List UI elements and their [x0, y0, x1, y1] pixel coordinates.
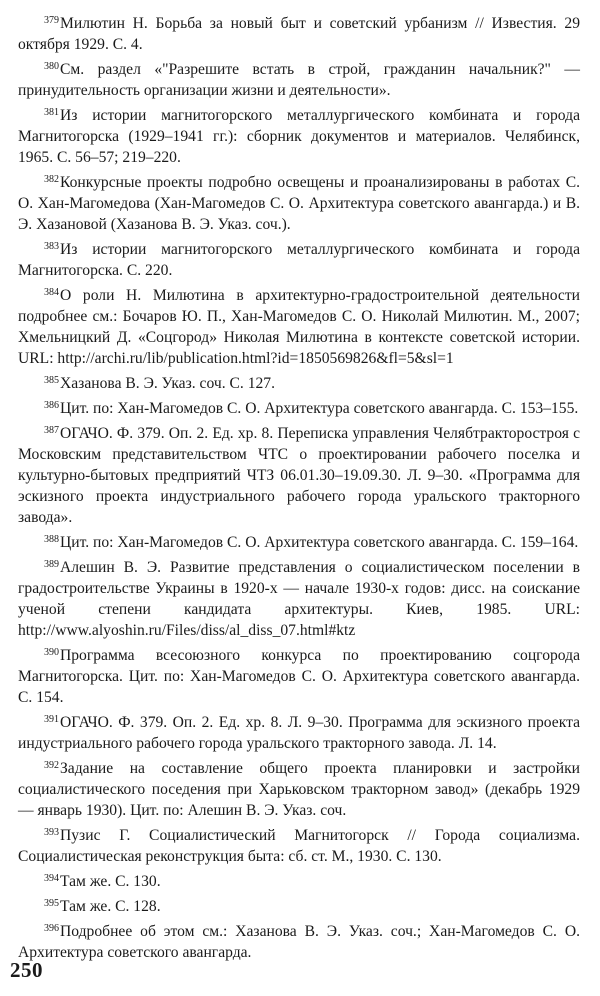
footnote-number: 390 [44, 647, 59, 658]
footnote [18, 370, 580, 394]
footnote-text: Там же. С. 128. [60, 898, 161, 915]
footnote-number: 394 [44, 873, 59, 884]
footnote [18, 918, 580, 963]
footnote [18, 554, 580, 641]
footnote-text: Из истории магнитогорского металлургического комбината и города Магнитогорска (1929–1941 гг.): сборник документов и материалов. Челябинск, 1965. С. 56–57; 219–220. [18, 107, 580, 166]
footnote [18, 395, 580, 419]
footnote-text: Задание на составление общего проекта планировки и застройки социалистического поседения при Харьковском тракторном завод» (декабрь 1929 — январь 1930). Цит. по: Алешин В. Э. Указ. соч. [18, 760, 580, 819]
footnote [18, 529, 580, 553]
footnote-number: 389 [44, 559, 59, 570]
footnote-number: 379 [44, 15, 59, 26]
footnote-number: 383 [44, 241, 59, 252]
footnote-number: 391 [44, 714, 59, 725]
footnote-text: Программа всесоюзного конкурса по проектированию соцгорода Магнитогорска. Цит. по: Хан-Магомедов С. О. Архитектура советского авангарда. С. 154. [18, 647, 580, 706]
footnote-number: 386 [44, 400, 59, 411]
footnote-text: Подробнее об этом см.: Хазанова В. Э. Указ. соч.; Хан-Магомедов С. О. Архитектура советского авангарда. [18, 923, 580, 961]
footnote-text: О роли Н. Милютина в архитектурно-градостроительной деятельности подробнее см.: Бочаров Ю. П., Хан-Магомедов С. О. Николай Милютин. М., 2007; Хмельницкий Д. «Соцгород» Николая Милютина в контексте советской истории. URL: http://archi.ru/lib/publication.html?id=1850569826&fl=5&sl=1 [18, 287, 580, 367]
footnote-number: 381 [44, 107, 59, 118]
footnote [18, 10, 580, 55]
footnote-number: 393 [44, 827, 59, 838]
footnote [18, 236, 580, 281]
footnote [18, 102, 580, 168]
footnote-text: Там же. С. 130. [60, 873, 161, 890]
footnote-text: См. раздел «"Разрешите встать в строй, гражданин начальник?" — принудительность организации жизни и деятельности». [18, 61, 580, 99]
footnote [18, 56, 580, 101]
footnote [18, 709, 580, 754]
footnote-number: 388 [44, 534, 59, 545]
footnote [18, 755, 580, 821]
footnote-text: Алешин В. Э. Развитие представления о социалистическом поселении в градостроительстве Украины в 1920-х — начале 1930-х годов: дисс. на соискание ученой степени кандидата архитектуры. Киев, 1985. URL: http://www.alyoshin.ru/Files/diss/al_diss_07.html#ktz [18, 559, 580, 639]
footnote [18, 642, 580, 708]
footnote [18, 868, 580, 892]
footnote-number: 395 [44, 898, 59, 909]
footnote-text: ОГАЧО. Ф. 379. Оп. 2. Ед. хр. 8. Переписка управления Челябтракторостроя с Московским представительством ЧТС о проектировании рабочего поселка и культурно-бытовых предприятий ЧТЗ 06.01.30–19.09.30. Л. 9–30. «Программа для эскизного проекта индустриального рабочего города уральского тракторного завода». [18, 425, 580, 526]
footnote [18, 420, 580, 528]
footnote-number: 382 [44, 174, 59, 185]
footnote-text: Милютин Н. Борьба за новый быт и советский урбанизм // Известия. 29 октября 1929. С. 4. [18, 15, 580, 53]
footnote-number: 384 [44, 287, 59, 298]
footnote-number: 387 [44, 425, 59, 436]
footnote-text: Цит. по: Хан-Магомедов С. О. Архитектура советского авангарда. С. 153–155. [60, 400, 579, 417]
footnote [18, 822, 580, 867]
footnote-text: Из истории магнитогорского металлургического комбината и города Магнитогорска. С. 220. [18, 241, 580, 279]
footnote [18, 169, 580, 235]
footnote-text: Конкурсные проекты подробно освещены и проанализированы в работах С. О. Хан-Магомедова (Хан-Магомедов С. О. Архитектура советского авангарда.) и В. Э. Хазановой (Хазанова В. Э. Указ. соч.). [18, 174, 580, 233]
page-number: 250 [10, 958, 43, 982]
footnotes-list [18, 10, 580, 963]
footnote-text: Цит. по: Хан-Магомедов С. О. Архитектура советского авангарда. С. 159–164. [60, 534, 579, 551]
footnote [18, 893, 580, 917]
footnote-text: Хазанова В. Э. Указ. соч. С. 127. [60, 375, 275, 392]
footnote [18, 282, 580, 369]
footnote-number: 396 [44, 923, 59, 934]
footnote-text: Пузис Г. Социалистический Магнитогорск // Города социализма. Социалистическая реконструкция быта: сб. ст. М., 1930. С. 130. [18, 827, 580, 865]
footnote-number: 385 [44, 375, 59, 386]
footnote-number: 380 [44, 61, 59, 72]
footnote-number: 392 [44, 760, 59, 771]
footnote-text: ОГАЧО. Ф. 379. Оп. 2. Ед. хр. 8. Л. 9–30. Программа для эскизного проекта индустриального рабочего города уральского тракторного завода. Л. 14. [18, 714, 580, 752]
